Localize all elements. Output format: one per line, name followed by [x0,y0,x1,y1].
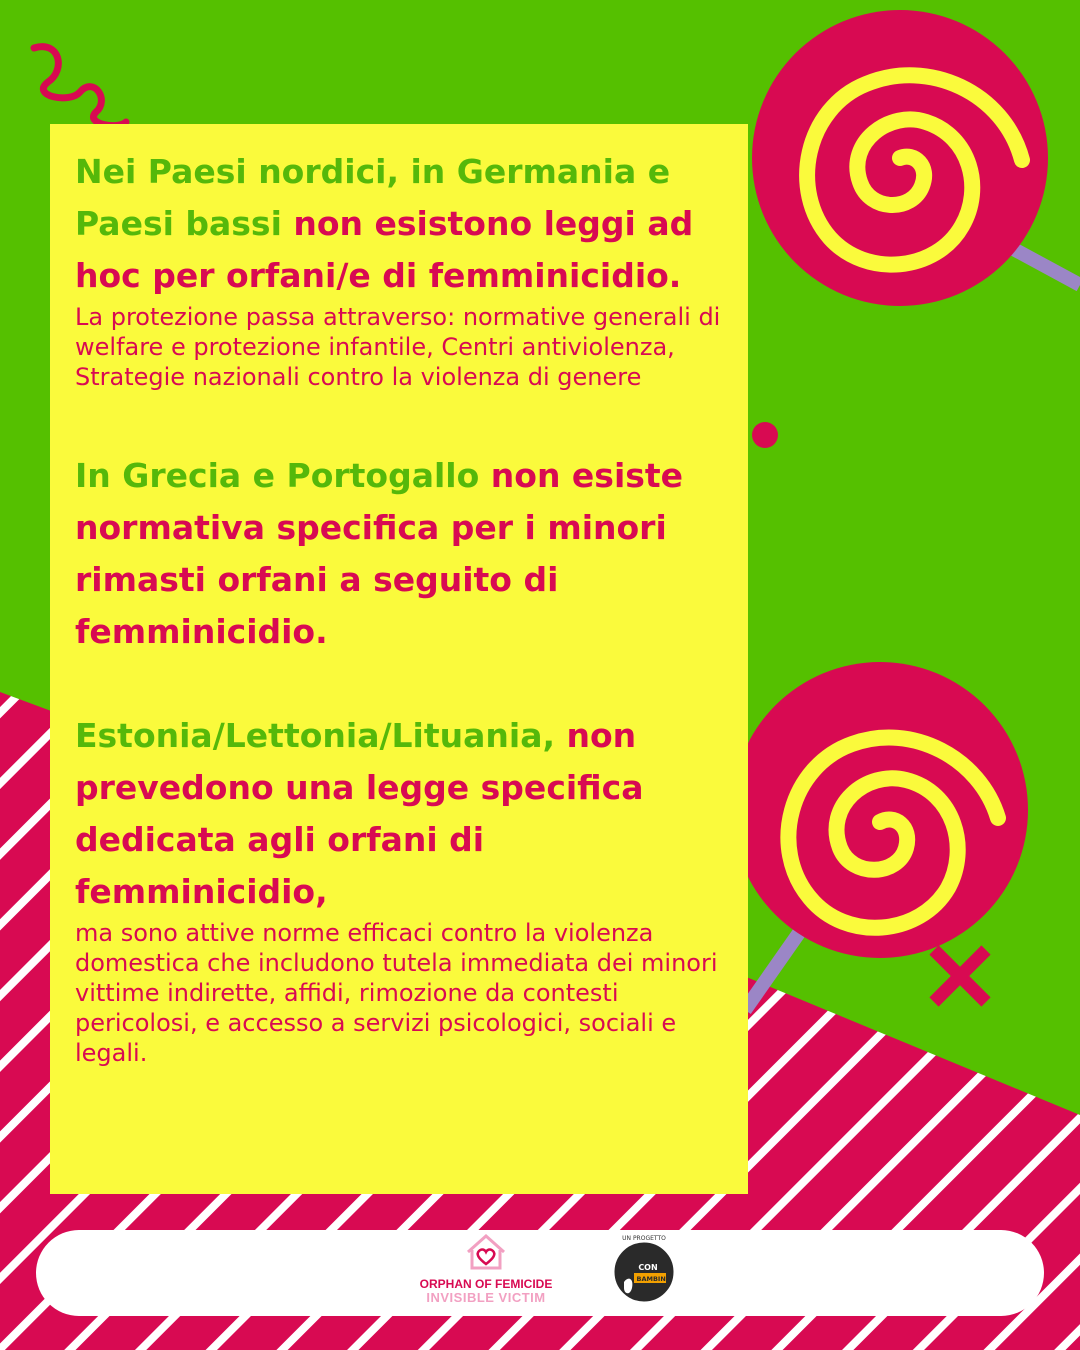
section1-lead: Nei Paesi nordici, in Germania e Paesi bassi [75,152,671,243]
section1-body: La protezione passa attraverso: normative generali di welfare e protezione infantile, Centri antiviolenza, Strategie nazionali contro la violenza di genere [75,303,721,391]
logo2-line1: CON [638,1263,658,1272]
section2-lead: In Grecia e Portogallo [75,456,480,495]
section3-body: ma sono attive norme efficaci contro la violenza domestica che includono tutela immediata dei minori vittime indirette, affidi, rimozione da contesti pericolosi, e accesso a servizi psicologici, sociali e legali. [75,919,718,1067]
logo2-line2: I BAMBINI [631,1275,669,1283]
section2-emphasis: non esiste normativa specifica per i minori rimasti orfani a seguito di femminicidio. [75,456,684,651]
logo2-top: UN PROGETTO [622,1235,666,1242]
section1-emphasis: non esistono leggi ad hoc per orfani/e di femminicidio. [75,204,694,295]
section3-emphasis: non prevedono una legge specifica dedicata agli orfani di femminicidio, [75,716,644,911]
footer-bar [36,1230,1044,1316]
content-card [50,124,748,1194]
section1-heading [75,146,728,302]
section3-lead: Estonia/Lettonia/Lituania, [75,716,555,755]
orphan-of-femicide-logo [416,1232,556,1316]
logo1-line1: ORPHAN OF FEMICIDE [419,1277,553,1291]
dot-decoration [752,422,778,448]
house-heart-icon [464,1232,508,1272]
lollipop-bottom [732,662,1028,958]
section3-heading [75,710,728,918]
section2-heading [75,450,728,658]
logo1-line2: INVISIBLE VICTIM [426,1290,546,1305]
con-i-bambini-badge [604,1232,684,1312]
